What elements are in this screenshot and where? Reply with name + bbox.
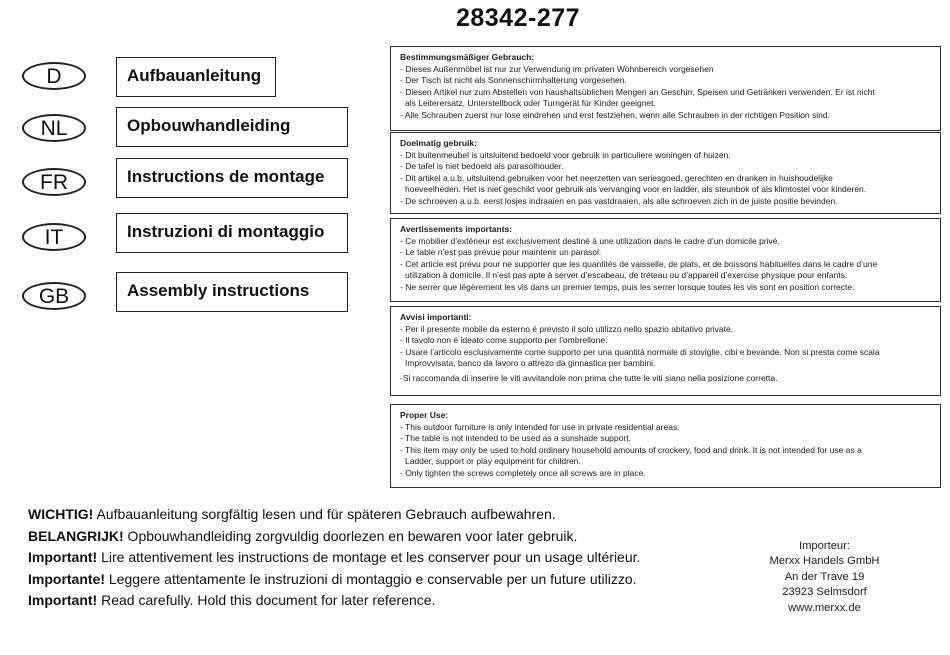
notice-heading: Proper Use:	[400, 410, 449, 420]
notice-line: Ladder, support or play equipment for children.	[405, 456, 581, 467]
lang-title-gb: Assembly instructions	[116, 272, 348, 312]
warning-text: Read carefully. Hold this document for later reference.	[97, 592, 436, 608]
warning-text: Leggere attentamente le instruzioni di montaggio e conservable per un future utilizzo.	[105, 570, 637, 587]
notice-line: - Cet article est prévu pour ne supporter que les quantités de vaisselle, de plats, et de boissons habituelles dans le cadre d’une	[400, 258, 878, 269]
lang-code-gb: GB	[22, 282, 86, 310]
notice-line: Improvvisata, banco da lavoro o attrezo da ginnastica per bambini.	[405, 358, 656, 369]
warning-row	[28, 569, 640, 591]
warning-row	[28, 526, 640, 548]
importer-street: An der Trave 19	[784, 570, 865, 583]
lang-code-d: D	[22, 62, 86, 90]
warning-row	[28, 547, 640, 569]
warning-row	[28, 590, 640, 612]
warning-lead: Important!	[28, 592, 98, 608]
notice-line: - De schroeven a.u.b. eerst losjes indraaien en pas vastdraaien, als alle schroeven zich in de juiste positie bevinden.	[400, 195, 838, 206]
lang-title-it: Instruzioni di montaggio	[116, 213, 348, 253]
notice-heading: Avertissements importants:	[400, 224, 513, 234]
warning-row	[28, 504, 640, 526]
warning-text: Opbouwhandleiding zorgvuldig doorlezen en bewaren voor later gebruik.	[123, 527, 578, 544]
importer-city: 23923 Selmsdorf	[782, 586, 867, 599]
warning-text: Aufbauanleitung sorgfältig lesen und für späteren Gebrauch aufbewahren.	[93, 506, 556, 522]
notice-line: - Ce mobilier d’extérieur est exclusivement destiné à une utilization dans le cadre d’un domicile privé.	[400, 235, 780, 246]
notice-line: utilization à domicile. Il n’est pas apte à server d’escabeau, de tréteau ou d’appareil d’exercise physique pour enfants.	[405, 270, 848, 281]
notice-heading: Bestimmungsmäßiger Gebrauch:	[400, 52, 535, 62]
notice-line: - Il tavolo non é ideato come supporto per l’ombrellone.	[400, 335, 608, 346]
lang-code-it: IT	[22, 223, 86, 251]
warning-lead: Importante!	[28, 570, 105, 587]
notice-de	[390, 46, 941, 131]
notice-line: - Le table n’est pas prévue pour maintenir un parasol.	[400, 247, 602, 258]
notice-line: - Per il presente mobile da esterno é previsto il solo utilizzo nello spazio abitativo private.	[400, 323, 734, 334]
notice-line: hoeveelheden. Het is niet geschikt voor gebruik als vervanging voor en ladder, als steunbok of als klimtostel voor kinderen.	[405, 184, 867, 195]
warning-lead: WICHTIG!	[28, 506, 94, 522]
importer-website: www.merxx.de	[788, 601, 861, 614]
notice-line: - The table is not intended to be used as a sunshade support.	[400, 433, 631, 444]
notice-it	[390, 306, 941, 396]
lang-code-fr: FR	[22, 168, 86, 196]
document-number: 28342-277	[455, 4, 581, 32]
warning-text: Lire attentivement les instructions de montage et les conserver pour un usage ultérieur.	[97, 549, 641, 565]
notice-line: - Dit artikel a.u.b. uitsluitend gebruiken voor het neerzetten van seriesgoed, gerechten en dranken in huishoudelijke	[400, 172, 833, 183]
notice-line: - Der Tisch ist nicht als Sonnenschirmhalterung vorgesehen.	[400, 75, 627, 86]
notice-heading: Avvisi importanti:	[400, 312, 472, 322]
lang-title-nl: Opbouwhandleiding	[116, 107, 348, 147]
notice-line: - Alle Schrauben zuerst nur lose eindrehen und erst festziehen, wenn alle Schrauben in der richtigen Position sind.	[400, 109, 830, 120]
notice-line: - Dieses Außenmöbel ist nur zur Verwendung im privaten Wohnbereich vorgesehen	[400, 63, 714, 74]
notice-line: - This outdoor furniture is only intended for use in private residential areas.	[400, 421, 680, 432]
notice-line: -Si raccomanda di inserire le viti avvitandole non prima che tutte le viti siano nella posizione corretta.	[400, 372, 778, 383]
importer-block	[742, 539, 907, 616]
importer-heading: Importeur:	[799, 540, 850, 552]
notice-line: - De tafel is niet bedoeld als parasolhouder.	[400, 161, 564, 172]
warning-lead: BELANGRIJK!	[28, 527, 124, 544]
notice-line: - Only tighten the screws completely once all screws are in place.	[400, 467, 646, 478]
importer-name: Merxx Handels GmbH	[769, 555, 880, 568]
warning-list	[28, 504, 640, 612]
notice-line: - This item may only be used to hold ordinary household amounts of crockery, food and drink. It is not intended for use as a	[400, 444, 862, 455]
notice-line: - Ne serrer que légèrement les vis dans un premier temps, puis les serrer lorsque toutes les vis sont en position correcte.	[400, 281, 855, 292]
notice-heading: Doelmatig gebruik:	[400, 138, 477, 148]
notice-en	[390, 404, 941, 488]
notice-line: - Diesen Artikel nur zum Abstellen von haushaltsüblichen Mengen an Geschirr, Speisen und Getränken verwenden. Er ist nicht	[400, 86, 875, 97]
notice-nl	[390, 132, 941, 214]
warning-lead: Important!	[28, 549, 98, 565]
lang-title-fr: Instructions de montage	[116, 158, 348, 198]
lang-title-d: Aufbauanleitung	[116, 57, 276, 97]
notice-line: als Leiterersatz, Unterstellbock oder Turngerät für Kinder geeignet.	[405, 98, 656, 109]
notice-line: - Dit buitenmeubel is uitsluitend bedoeld voor gebruik in particuliere woningen of huizen.	[400, 149, 731, 160]
lang-code-nl: NL	[22, 114, 86, 142]
notice-fr	[390, 218, 941, 302]
notice-line: - Usare l’articolo esclusivamente come supporto per una quantità normale di stoviglie, cibi e bevande. Non si presta come scala	[400, 346, 880, 357]
